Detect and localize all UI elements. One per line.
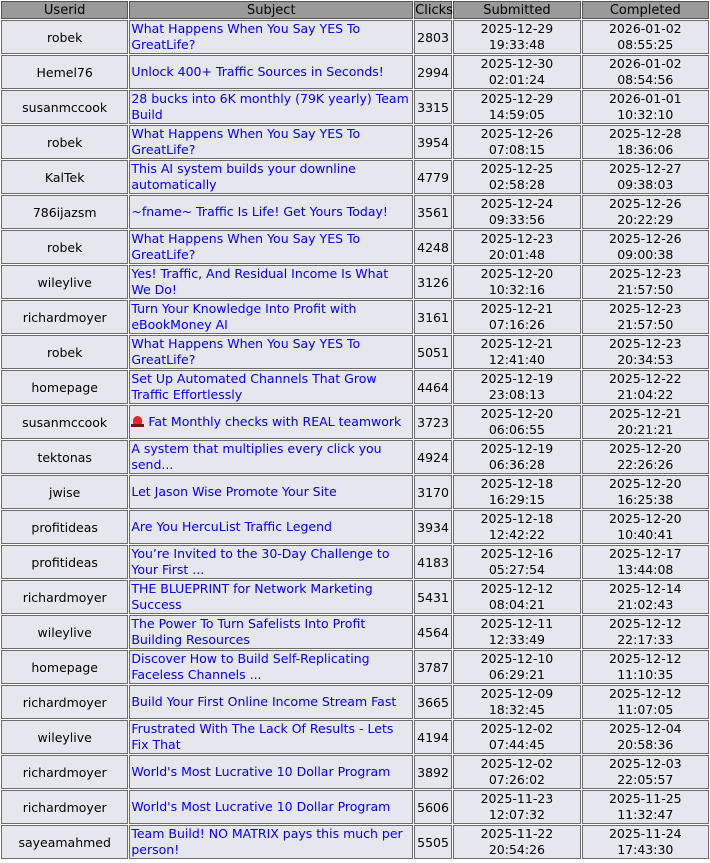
submitted-date: 2025-12-21 (480, 301, 554, 316)
userid-cell: 786ijazsm (1, 195, 128, 229)
submitted-time: 09:33:56 (488, 212, 545, 227)
clicks-cell: 4194 (414, 720, 452, 754)
completed-cell (582, 335, 709, 369)
clicks-cell: 5505 (414, 825, 452, 859)
userid-cell: profitideas (1, 510, 128, 544)
completed-date: 2025-12-20 (608, 441, 682, 456)
submitted-cell (453, 545, 580, 579)
subject-text: Frustrated With The Lack Of Results - Lets Fix That (131, 721, 394, 752)
clicks-cell: 3787 (414, 650, 452, 684)
subject-text: 28 bucks into 6K monthly (79K yearly) Team Build (131, 91, 409, 122)
clicks-cell: 2803 (414, 20, 452, 54)
subject-text: Fat Monthly checks with REAL teamwork (148, 414, 402, 429)
clicks-cell: 3126 (414, 265, 452, 299)
submitted-time: 06:36:28 (488, 457, 545, 472)
userid-cell: KalTek (1, 160, 128, 194)
subject-cell (129, 615, 413, 649)
completed-date: 2025-12-03 (608, 756, 682, 771)
subject-cell (129, 335, 413, 369)
submitted-time: 14:59:05 (488, 107, 545, 122)
completed-time: 20:58:36 (617, 737, 674, 752)
submitted-date: 2025-12-20 (480, 266, 554, 281)
submitted-cell (453, 510, 580, 544)
table-row (1, 335, 709, 369)
subject-cell (129, 230, 413, 264)
completed-date: 2025-12-26 (608, 196, 682, 211)
completed-date: 2025-12-21 (608, 406, 682, 421)
subject-text: Build Your First Online Income Stream Fast (131, 694, 397, 709)
completed-date: 2025-12-12 (608, 686, 682, 701)
submitted-time: 07:16:26 (488, 317, 545, 332)
subject-link[interactable] (131, 721, 411, 753)
subject-cell (129, 650, 413, 684)
clicks-cell: 4183 (414, 545, 452, 579)
subject-link[interactable] (131, 581, 411, 613)
subject-cell (129, 440, 413, 474)
clicks-cell: 2994 (414, 55, 452, 89)
subject-text: World's Most Lucrative 10 Dollar Program (131, 764, 391, 779)
completed-cell (582, 685, 709, 719)
table-row (1, 370, 709, 404)
subject-cell (129, 405, 413, 439)
completed-time: 17:43:30 (617, 842, 674, 857)
submitted-time: 02:01:24 (488, 72, 545, 87)
subject-cell (129, 510, 413, 544)
submitted-date: 2025-12-18 (480, 476, 554, 491)
table-row (1, 720, 709, 754)
table-row (1, 55, 709, 89)
column-header-completed: Completed (582, 1, 709, 19)
submitted-time: 06:29:21 (488, 667, 545, 682)
completed-time: 10:32:10 (617, 107, 674, 122)
subject-cell (129, 195, 413, 229)
completed-date: 2025-12-20 (608, 476, 682, 491)
userid-cell: richardmoyer (1, 755, 128, 789)
table-row (1, 160, 709, 194)
submitted-time: 12:33:49 (488, 632, 545, 647)
submitted-date: 2025-12-23 (480, 231, 554, 246)
completed-time: 16:25:38 (617, 492, 674, 507)
completed-cell (582, 650, 709, 684)
table-row (1, 125, 709, 159)
subject-text: Turn Your Knowledge Into Profit with eBookMoney AI (131, 301, 357, 332)
table-row (1, 545, 709, 579)
userid-cell: robek (1, 335, 128, 369)
subject-link[interactable] (131, 21, 411, 53)
subject-cell (129, 825, 413, 859)
subject-text: A system that multiplies every click you send... (131, 441, 382, 472)
completed-time: 21:57:50 (617, 317, 674, 332)
userid-cell: jwise (1, 475, 128, 509)
completed-time: 21:02:43 (617, 597, 674, 612)
submitted-date: 2025-12-19 (480, 441, 554, 456)
completed-cell (582, 370, 709, 404)
completed-date: 2025-12-04 (608, 721, 682, 736)
subject-text: Yes! Traffic, And Residual Income Is What We Do! (131, 266, 389, 297)
clicks-cell: 3665 (414, 685, 452, 719)
subject-text: This AI system builds your downline automatically (131, 161, 356, 192)
submitted-time: 12:41:40 (488, 352, 545, 367)
subject-text: You’re Invited to the 30-Day Challenge to Your First ... (131, 546, 390, 577)
submitted-date: 2025-12-12 (480, 581, 554, 596)
subject-cell (129, 685, 413, 719)
completed-time: 18:36:06 (617, 142, 674, 157)
subject-link[interactable] (131, 616, 411, 648)
userid-cell: richardmoyer (1, 300, 128, 334)
completed-cell (582, 265, 709, 299)
submitted-time: 07:08:15 (488, 142, 545, 157)
submitted-date: 2025-12-02 (480, 756, 554, 771)
completed-date: 2026-01-01 (608, 91, 682, 106)
userid-cell: richardmoyer (1, 685, 128, 719)
clicks-cell: 4248 (414, 230, 452, 264)
subject-cell (129, 55, 413, 89)
subject-link[interactable] (131, 484, 411, 500)
table-row (1, 615, 709, 649)
subject-text: Set Up Automated Channels That Grow Traffic Effortlessly (131, 371, 377, 402)
completed-cell (582, 510, 709, 544)
completed-date: 2025-12-20 (608, 511, 682, 526)
subject-link[interactable] (131, 204, 411, 220)
submitted-cell (453, 825, 580, 859)
subject-link[interactable] (131, 519, 411, 535)
submitted-cell (453, 475, 580, 509)
completed-time: 20:34:53 (617, 352, 674, 367)
table-row (1, 20, 709, 54)
submitted-date: 2025-12-25 (480, 161, 554, 176)
subject-text: THE BLUEPRINT for Network Marketing Success (131, 581, 373, 612)
submitted-cell (453, 580, 580, 614)
submitted-cell (453, 440, 580, 474)
submitted-time: 20:54:26 (488, 842, 545, 857)
table-row (1, 790, 709, 824)
subject-link[interactable] (131, 651, 411, 683)
subject-link[interactable] (131, 764, 411, 780)
submitted-date: 2025-12-24 (480, 196, 554, 211)
submitted-date: 2025-12-10 (480, 651, 554, 666)
userid-cell: wileylive (1, 720, 128, 754)
subject-cell (129, 125, 413, 159)
submitted-date: 2025-12-29 (480, 21, 554, 36)
submitted-cell (453, 685, 580, 719)
submitted-time: 06:06:55 (488, 422, 545, 437)
submitted-cell (453, 20, 580, 54)
subject-cell (129, 90, 413, 124)
clicks-cell: 3892 (414, 755, 452, 789)
submitted-time: 07:26:02 (488, 772, 545, 787)
submitted-date: 2025-12-21 (480, 336, 554, 351)
submitted-date: 2025-11-22 (480, 826, 554, 841)
clicks-cell: 3561 (414, 195, 452, 229)
submitted-cell (453, 755, 580, 789)
submitted-time: 10:32:16 (488, 282, 545, 297)
submitted-date: 2025-12-11 (480, 616, 554, 631)
header-row (1, 1, 709, 19)
subject-link[interactable] (131, 91, 411, 123)
subject-link[interactable] (131, 266, 411, 298)
completed-time: 08:55:25 (617, 37, 674, 52)
submitted-date: 2025-12-19 (480, 371, 554, 386)
subject-link[interactable] (131, 336, 411, 368)
completed-time: 11:32:47 (617, 807, 674, 822)
userid-cell: sayeamahmed (1, 825, 128, 859)
submitted-date: 2025-12-02 (480, 721, 554, 736)
subject-text: ~fname~ Traffic Is Life! Get Yours Today! (131, 204, 388, 219)
completed-date: 2025-12-26 (608, 231, 682, 246)
subject-cell (129, 720, 413, 754)
clicks-cell: 3161 (414, 300, 452, 334)
completed-date: 2025-12-12 (608, 651, 682, 666)
submitted-cell (453, 615, 580, 649)
submitted-date: 2025-12-20 (480, 406, 554, 421)
completed-date: 2025-12-23 (608, 266, 682, 281)
subject-cell (129, 160, 413, 194)
table-row (1, 825, 709, 859)
completed-time: 21:57:50 (617, 282, 674, 297)
table-row (1, 405, 709, 439)
completed-date: 2025-12-23 (608, 301, 682, 316)
completed-cell (582, 195, 709, 229)
subject-text: Unlock 400+ Traffic Sources in Seconds! (131, 64, 384, 79)
table-row (1, 195, 709, 229)
clicks-cell: 3170 (414, 475, 452, 509)
submitted-date: 2025-12-16 (480, 546, 554, 561)
completed-date: 2025-11-25 (608, 791, 682, 806)
submitted-cell (453, 265, 580, 299)
subject-cell (129, 475, 413, 509)
subject-link[interactable] (131, 441, 411, 473)
clicks-cell: 5051 (414, 335, 452, 369)
completed-time: 20:21:21 (617, 422, 674, 437)
completed-cell (582, 230, 709, 264)
column-header-userid: Userid (1, 1, 128, 19)
completed-time: 22:26:26 (617, 457, 674, 472)
table-row (1, 440, 709, 474)
subject-cell (129, 300, 413, 334)
userid-cell: richardmoyer (1, 580, 128, 614)
completed-cell (582, 90, 709, 124)
submitted-cell (453, 195, 580, 229)
completed-cell (582, 160, 709, 194)
subject-cell (129, 265, 413, 299)
submitted-cell (453, 370, 580, 404)
subject-text: What Happens When You Say YES To GreatLife? (131, 126, 361, 157)
submitted-time: 18:32:45 (488, 702, 545, 717)
subject-cell (129, 20, 413, 54)
completed-cell (582, 300, 709, 334)
completed-time: 22:17:33 (617, 632, 674, 647)
subject-cell (129, 545, 413, 579)
completed-date: 2025-12-12 (608, 616, 682, 631)
table-row (1, 510, 709, 544)
subject-link[interactable] (131, 301, 411, 333)
completed-time: 22:05:57 (617, 772, 674, 787)
clicks-cell: 3723 (414, 405, 452, 439)
subject-text: Discover How to Build Self-Replicating Faceless Channels ... (131, 651, 370, 682)
submitted-time: 02:58:28 (488, 177, 545, 192)
table-row (1, 300, 709, 334)
userid-cell: wileylive (1, 265, 128, 299)
userid-cell: homepage (1, 370, 128, 404)
submitted-date: 2025-12-09 (480, 686, 554, 701)
userid-cell: robek (1, 230, 128, 264)
completed-time: 13:44:08 (617, 562, 674, 577)
submitted-cell (453, 335, 580, 369)
submitted-time: 23:08:13 (488, 387, 545, 402)
completed-time: 10:40:41 (617, 527, 674, 542)
submitted-cell (453, 160, 580, 194)
subject-text: What Happens When You Say YES To GreatLife? (131, 21, 361, 52)
table-body (1, 20, 709, 859)
clicks-cell: 3315 (414, 90, 452, 124)
completed-cell (582, 720, 709, 754)
userid-cell: susanmccook (1, 405, 128, 439)
userid-cell: Hemel76 (1, 55, 128, 89)
userid-cell: robek (1, 125, 128, 159)
submitted-cell (453, 230, 580, 264)
subject-text: What Happens When You Say YES To GreatLife? (131, 336, 361, 367)
subject-cell (129, 755, 413, 789)
completed-date: 2025-12-23 (608, 336, 682, 351)
completed-time: 09:38:03 (617, 177, 674, 192)
submitted-time: 07:44:45 (488, 737, 545, 752)
completed-time: 11:10:35 (617, 667, 674, 682)
completed-date: 2025-12-17 (608, 546, 682, 561)
userid-cell: tektonas (1, 440, 128, 474)
table-row (1, 755, 709, 789)
submitted-time: 16:29:15 (488, 492, 545, 507)
subject-text: What Happens When You Say YES To GreatLife? (131, 231, 361, 262)
subject-link[interactable] (131, 64, 411, 80)
submitted-cell (453, 790, 580, 824)
subject-link[interactable] (131, 371, 411, 403)
completed-date: 2025-12-27 (608, 161, 682, 176)
subject-text: Let Jason Wise Promote Your Site (131, 484, 337, 499)
submitted-time: 12:07:32 (488, 807, 545, 822)
submitted-cell (453, 300, 580, 334)
completed-time: 20:22:29 (617, 212, 674, 227)
submitted-time: 05:27:54 (488, 562, 545, 577)
table-row (1, 685, 709, 719)
userid-cell: richardmoyer (1, 790, 128, 824)
userid-cell: wileylive (1, 615, 128, 649)
column-header-clicks: Clicks (415, 2, 453, 18)
submitted-date: 2025-12-26 (480, 126, 554, 141)
subject-link[interactable] (131, 126, 411, 158)
subject-text: World's Most Lucrative 10 Dollar Program (131, 799, 391, 814)
subject-text: Team Build! NO MATRIX pays this much per person! (131, 826, 403, 857)
subject-link[interactable] (131, 799, 411, 815)
table-row (1, 580, 709, 614)
clicks-cell: 3954 (414, 125, 452, 159)
clicks-cell: 3934 (414, 510, 452, 544)
completed-cell (582, 825, 709, 859)
submitted-cell (453, 125, 580, 159)
column-header-subject: Subject (129, 1, 413, 19)
completed-cell (582, 125, 709, 159)
completed-time: 08:54:56 (617, 72, 674, 87)
completed-cell (582, 615, 709, 649)
submitted-date: 2025-12-29 (480, 91, 554, 106)
completed-cell (582, 755, 709, 789)
clicks-cell: 4564 (414, 615, 452, 649)
subject-text: The Power To Turn Safelists Into Profit Building Resources (131, 616, 366, 647)
subject-link[interactable] (131, 546, 411, 578)
clicks-cell: 5431 (414, 580, 452, 614)
table-row (1, 265, 709, 299)
completed-cell (582, 55, 709, 89)
table-row (1, 650, 709, 684)
subject-cell (129, 790, 413, 824)
completed-date: 2026-01-02 (608, 21, 682, 36)
completed-time: 09:00:38 (617, 247, 674, 262)
submitted-time: 08:04:21 (488, 597, 545, 612)
submitted-cell (453, 720, 580, 754)
completed-cell (582, 475, 709, 509)
completed-cell (582, 20, 709, 54)
completed-cell (582, 790, 709, 824)
table-row (1, 475, 709, 509)
clicks-cell: 5606 (414, 790, 452, 824)
completed-cell (582, 580, 709, 614)
completed-cell (582, 405, 709, 439)
clicks-cell: 4779 (414, 160, 452, 194)
submitted-date: 2025-12-18 (480, 511, 554, 526)
submitted-date: 2025-11-23 (480, 791, 554, 806)
submitted-time: 19:33:48 (488, 37, 545, 52)
subject-link[interactable] (131, 694, 411, 710)
completed-cell (582, 545, 709, 579)
completed-date: 2025-12-28 (608, 126, 682, 141)
completed-cell (582, 440, 709, 474)
userid-cell: susanmccook (1, 90, 128, 124)
column-header-submitted: Submitted (453, 1, 580, 19)
submitted-cell (453, 90, 580, 124)
subject-cell (129, 580, 413, 614)
submitted-cell (453, 55, 580, 89)
completed-date: 2025-12-14 (608, 581, 682, 596)
userid-cell: profitideas (1, 545, 128, 579)
submitted-date: 2025-12-30 (480, 56, 554, 71)
submitted-time: 12:42:22 (488, 527, 545, 542)
submitted-cell (453, 405, 580, 439)
completed-date: 2025-12-22 (608, 371, 682, 386)
completed-date: 2026-01-02 (608, 56, 682, 71)
subject-link[interactable] (131, 161, 411, 193)
submitted-time: 20:01:48 (488, 247, 545, 262)
subject-link[interactable] (131, 414, 411, 430)
subject-text: Are You HercuList Traffic Legend (131, 519, 332, 534)
userid-cell: robek (1, 20, 128, 54)
table-row (1, 90, 709, 124)
clicks-cell: 4464 (414, 370, 452, 404)
table-row (1, 230, 709, 264)
clicks-cell: 4924 (414, 440, 452, 474)
subject-cell (129, 370, 413, 404)
completed-date: 2025-11-24 (608, 826, 682, 841)
subject-link[interactable] (131, 231, 411, 263)
subject-link[interactable] (131, 826, 411, 858)
completed-time: 11:07:05 (617, 702, 674, 717)
submitted-cell (453, 650, 580, 684)
completed-time: 21:04:22 (617, 387, 674, 402)
alarm-icon (131, 416, 144, 427)
userid-cell: homepage (1, 650, 128, 684)
